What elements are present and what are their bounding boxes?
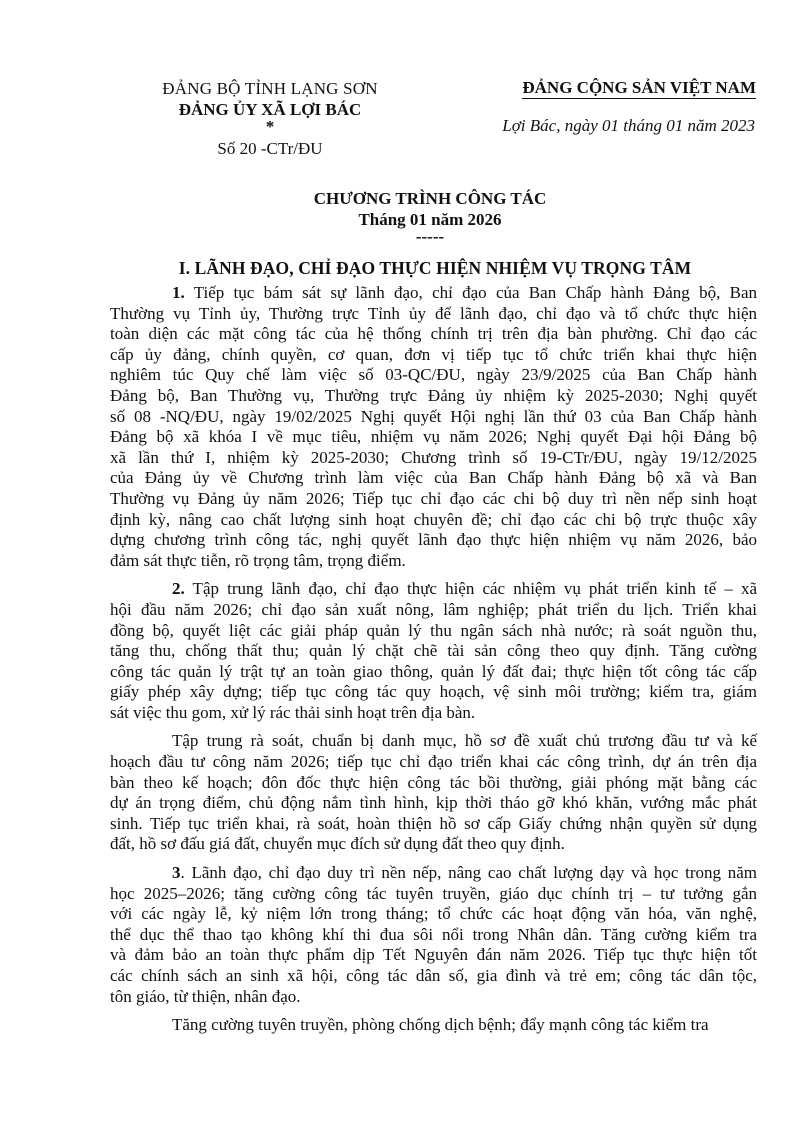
paragraph-line: [110, 324, 757, 345]
line-text: dựng chương trình công tác, nghị quyết lãnh đạo thực hiện nhiệm vụ năm 2026, bảo: [110, 530, 757, 550]
line-content: Tiếp tục bám sát sự lãnh đạo, chỉ đạo của Ban Chấp hành Đảng bộ, Ban: [184, 283, 757, 302]
paragraph-gap: [110, 1007, 757, 1015]
paragraph-line: [110, 752, 757, 773]
paragraph-line: [110, 682, 757, 703]
line-text: Thường vụ Đảng ủy năm 2026; Tiếp tục chỉ đạo các chi bộ duy trì nền nếp sinh hoạt: [110, 488, 757, 508]
paragraph-line: [110, 427, 757, 448]
line-text: toàn diện các mặt công tác của hệ thống chính trị trên địa bàn phường. Chỉ đạo các: [110, 324, 757, 344]
line-content: Tập trung lãnh đạo, chỉ đạo thực hiện các nhiệm vụ phát triển kinh tế – xã: [184, 579, 757, 599]
paragraph-line: [110, 448, 757, 469]
star-separator: *: [265, 117, 275, 136]
paragraph-number: 1.: [172, 283, 185, 302]
line-text: học 2025–2026; tăng cường công tác tuyên truyền, giáo dục chính trị – tư tưởng gắn: [110, 883, 757, 903]
paragraph-gap: [110, 855, 757, 863]
line-text: công tác quản lý trật tự an toàn giao thông, quản lý đất đai; thực hiện tốt công tác cấp: [110, 661, 757, 681]
line-text: số 08 -NQ/ĐU, ngày 19/02/2025 Nghị quyết Hội nghị lần thứ 03 của Ban Chấp hành: [110, 406, 757, 426]
line-text: tôn giáo, từ thiện, nhân đạo.: [110, 986, 301, 1006]
paragraph-number: 2.: [172, 579, 185, 599]
paragraph-line: [110, 773, 757, 794]
paragraph-line: [110, 365, 757, 386]
paragraph-line: [110, 579, 757, 600]
line-text: với các ngày lễ, kỷ niệm lớn trong tháng; tổ chức các hoạt động văn hóa, văn nghệ,: [110, 904, 757, 924]
line-text: bàn theo kế hoạch; đôn đốc thực hiện công tác bồi thường, giải phóng mặt bằng các: [110, 772, 757, 792]
line-text: [172, 863, 757, 884]
paragraph-gap: [110, 723, 757, 731]
issuing-unit: ĐẢNG ỦY XÃ LỢI BÁC: [178, 100, 362, 119]
paragraph-line: [110, 600, 757, 621]
paragraph-line: [110, 510, 757, 531]
paragraph-line: [110, 834, 757, 855]
paragraph-line: [110, 814, 757, 835]
line-text: [172, 579, 757, 600]
party-name: ĐẢNG CỘNG SẢN VIỆT NAM: [522, 78, 756, 97]
line-text: và đảm bảo an toàn thực phẩm dịp Tết Nguyên đán năm 2026. Tiếp tục thực hiện tốt: [110, 945, 757, 965]
paragraph-line: [110, 884, 757, 905]
paragraph-line: [110, 386, 757, 407]
paragraph: [110, 1015, 757, 1036]
document-title-block: [150, 188, 710, 244]
paragraph-line: [110, 662, 757, 683]
document-body: [110, 283, 757, 1036]
document-subtitle: Tháng 01 năm 2026: [358, 210, 502, 229]
paragraph-line: [110, 489, 757, 510]
paragraph-line: [110, 530, 757, 551]
paragraph-line: [110, 945, 757, 966]
paragraph-line: [110, 1015, 757, 1036]
paragraph: [110, 731, 757, 855]
paragraph-number: 3: [172, 863, 181, 883]
paragraph-line: [110, 731, 757, 752]
line-text: Đảng bộ, Ban Thường vụ, Thường trực Đảng ủy nhiệm kỳ 2025-2030; Nghị quyết: [110, 385, 757, 405]
paragraph: [110, 863, 757, 1007]
paragraph-line: [110, 641, 757, 662]
line-text: các chính sách an sinh xã hội, công tác dân số, gia đình và trẻ em; công tác dân tộc,: [110, 966, 757, 985]
paragraph-line: [110, 283, 757, 304]
paragraph-line: [110, 703, 757, 724]
paragraph-line: [110, 987, 757, 1008]
line-text: cấp ủy đảng, chính quyền, cơ quan, đơn vị tiếp tục tổ chức triển khai thực hiện: [110, 344, 757, 364]
paragraph-line: [110, 551, 757, 572]
line-text: Thường vụ Tỉnh ủy, Thường trực Tỉnh ủy để lãnh đạo, chỉ đạo và tổ chức thực hiện: [110, 303, 757, 323]
line-text: hội đầu năm 2026; chỉ đạo sản xuất nông, lâm nghiệp; phát triển du lịch. Triển khai: [110, 599, 757, 619]
section-heading: I. LÃNH ĐẠO, CHỈ ĐẠO THỰC HIỆN NHIỆM VỤ TRỌNG TÂM: [178, 258, 692, 278]
document-title: CHƯƠNG TRÌNH CÔNG TÁC: [313, 189, 547, 208]
place-and-date: Lợi Bác, ngày 01 tháng 01 năm 2023: [502, 116, 755, 135]
line-text: dự án trọng điểm, chủ động nắm tình hình, kịp thời tháo gỡ khó khăn, vướng mắc phát: [110, 793, 757, 813]
paragraph-line: [110, 468, 757, 489]
paragraph-line: [110, 904, 757, 925]
national-header-block: [410, 78, 770, 136]
paragraph-gap: [110, 571, 757, 579]
paragraph-line: [110, 407, 757, 428]
line-text: Đảng bộ xã khóa I về mục tiêu, nhiệm vụ năm 2026; Nghị quyết Đại hội Đảng bộ: [110, 427, 757, 447]
line-text: thể dục thể thao tạo không khí thi đua sôi nổi trong Nhân dân. Tăng cường kiểm tra: [110, 924, 757, 944]
line-text: sát việc thu gom, xử lý rác thải sinh hoạt trên địa bàn.: [110, 702, 476, 722]
paragraph: [110, 283, 757, 571]
line-text: đảm sát thực tiễn, rõ trọng tâm, trọng điểm.: [110, 550, 406, 570]
line-text: tăng thu, chống thất thu; quản lý chặt chẽ tài sản công theo quy định. Tăng cường: [110, 641, 757, 661]
paragraph: [110, 579, 757, 723]
line-text: định kỳ, nâng cao chất lượng sinh hoạt chuyên đề; chỉ đạo các chi bộ trực thuộc xây: [110, 509, 757, 529]
line-text: Tăng cường tuyên truyền, phòng chống dịch bệnh; đẩy mạnh công tác kiểm tra: [172, 1015, 709, 1035]
line-text: giấy phép xây dựng; tiếp tục công tác quy hoạch, vệ sinh môi trường; kiểm tra, giám: [110, 682, 757, 702]
paragraph-line: [110, 345, 757, 366]
document-number: Số 20 -CTr/ĐU: [217, 139, 323, 158]
paragraph-line: [110, 863, 757, 884]
paragraph-line: [110, 793, 757, 814]
line-content: . Lãnh đạo, chỉ đạo duy trì nền nếp, nâng cao chất lượng dạy và học trong năm: [180, 863, 757, 883]
title-separator: -----: [415, 227, 445, 246]
line-text: của Đảng ủy về Chương trình làm việc của Ban Chấp hành Đảng bộ xã và Ban: [110, 468, 757, 488]
line-text: sinh. Tiếp tục triển khai, rà soát, hoàn thiện hồ sơ cấp Giấy chứng nhận quyền sử dụng: [110, 813, 757, 833]
paragraph-line: [110, 621, 757, 642]
line-text: đất, hồ sơ đấu giá đất, chuyển mục đích sử dụng đất theo quy định.: [110, 834, 565, 854]
parent-organization: ĐẢNG BỘ TỈNH LẠNG SƠN: [162, 79, 378, 98]
line-text: nghiêm túc Quy chế làm việc số 03-QC/ĐU, ngày 23/9/2025 của Ban Chấp hành: [110, 365, 757, 385]
paragraph-line: [110, 304, 757, 325]
paragraph-line: [110, 966, 757, 987]
line-text: xã lần thứ I, nhiệm kỳ 2025-2030; Chương trình số 19-CTr/ĐU, ngày 19/12/2025: [110, 447, 757, 467]
line-text: [172, 283, 757, 304]
issuing-authority-block: [140, 78, 400, 159]
line-text: hoạch đầu tư công năm 2026; tiếp tục chỉ đạo triển khai các công trình, dự án trên địa: [110, 752, 757, 772]
line-text: Tập trung rà soát, chuẩn bị danh mục, hồ sơ đề xuất chủ trương đầu tư và kế: [172, 731, 757, 751]
paragraph-line: [110, 925, 757, 946]
line-text: đồng bộ, quyết liệt các giải pháp quản lý thu ngân sách nhà nước; rà soát nguồn thu,: [110, 620, 757, 640]
